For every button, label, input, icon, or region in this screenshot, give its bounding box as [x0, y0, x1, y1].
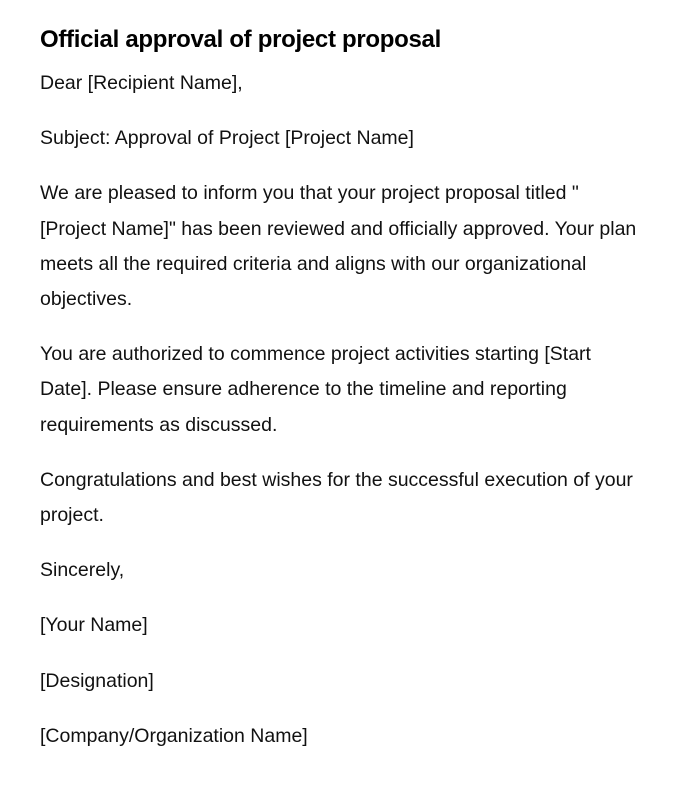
body-paragraph-authorization: You are authorized to commence project activities starting [Start Date]. Please ensure adherence to the timeline and reporting requirements as discussed. — [40, 343, 591, 436]
document-title: Official approval of project proposal — [40, 26, 441, 53]
letter-document — [40, 24, 640, 774]
signer-name: [Your Name] — [40, 614, 148, 637]
salutation: Dear [Recipient Name], — [40, 72, 243, 94]
closing: Sincerely, — [40, 559, 125, 582]
signer-designation: [Designation] — [40, 669, 154, 692]
subject-line: Subject: Approval of Project [Project Name] — [40, 127, 414, 150]
body-paragraph-approval: We are pleased to inform you that your project proposal titled "[Project Name]" has been reviewed and officially approved. Your plan meets all the required criteria and aligns with our organizational objectives. — [40, 182, 637, 311]
body-paragraph-congratulations: Congratulations and best wishes for the successful execution of your project. — [40, 468, 633, 527]
signer-organization: [Company/Organization Name] — [40, 724, 308, 747]
